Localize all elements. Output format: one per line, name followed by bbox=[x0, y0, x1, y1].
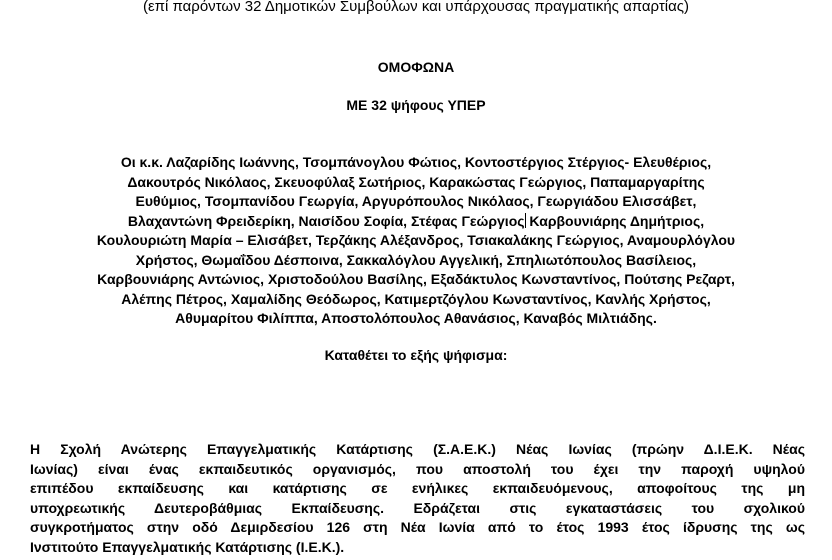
body-line: επιπέδου εκπαίδευσης και κατάρτισης σε ενήλικες εκπαιδευόμενους, αποφοίτους της μη bbox=[30, 480, 805, 496]
names-line: Δακουτρός Νικόλαος, Σκευοφύλαξ Σωτήριος, Καρακώστας Γεώργιος, Παπαμαργαρίτης bbox=[127, 173, 705, 190]
names-line: Ευθύμιος, Τσομπανίδου Γεωργία, Αργυρόπουλος Νικόλαος, Γεωργιάδου Ελισσάβετ, bbox=[135, 193, 697, 209]
body-line: συγκροτήματος στην οδό Δεμιρδεσίου 126 στη Νέα Ιωνία από το έτος 1993 έτος ίδρυσης της ως bbox=[30, 519, 805, 535]
names-line-with-cursor bbox=[10, 212, 822, 232]
names-line: Καρβουνιάρης Αντώνιος, Χριστοδούλου Βασίλης, Εξαδάκτυλος Κωνσταντίνος, Πούτσης Ρεζαρτ, bbox=[97, 271, 735, 287]
decision-heading: ΟΜΟΦΩΝΑ bbox=[377, 59, 455, 75]
resolution-intro: Καταθέτει το εξής ψήφισμα: bbox=[324, 347, 508, 363]
names-line: Αλέπης Πέτρος, Χαμαλίδης Θεόδωρος, Κατιμερτζόγλου Κωνσταντίνος, Κανλής Χρήστος, bbox=[121, 290, 711, 307]
names-line: Αθυμαρίτου Φιλίππα, Αποστολόπουλος Αθανάσιος, Καναβός Μιλτιάδης. bbox=[175, 310, 657, 326]
body-line: Η Σχολή Ανώτερης Επαγγελματικής Κατάρτισης (Σ.Α.Ε.Κ.) Νέας Ιωνίας (πρώην Δ.Ι.Ε.Κ. Νέας bbox=[30, 441, 805, 457]
resolution-body-paragraph bbox=[30, 440, 805, 557]
votes-heading: ΜΕ 32 ψήφους ΥΠΕΡ bbox=[346, 97, 486, 113]
body-line: υποχρεωτικής Δευτεροβάθμιας Εκπαίδευσης. Εδράζεται στις εγκαταστάσεις του σχολικού bbox=[30, 499, 805, 516]
body-line: Ιωνίας) είναι ένας εκπαιδευτικός οργανισμός, που αποστολή του έχει την παροχή υψηλού bbox=[30, 460, 805, 477]
names-line-part: Βλαχαντώνη Φρειδερίκη, Ναισίδου Σοφία, Στέφας Γεώργιος bbox=[127, 212, 525, 229]
attendance-note: (επί παρόντων 32 Δημοτικών Συμβούλων και υπάρχουσας πραγματικής απαρτίας) bbox=[142, 0, 690, 15]
body-line: Ινστιτούτο Επαγγελματικής Κατάρτισης (Ι.Ε.Κ.). bbox=[30, 538, 345, 555]
names-line: Οι κ.κ. Λαζαρίδης Ιωάννης, Τσομπάνογλου Φώτιος, Κοντοστέργιος Στέργιος- Ελευθέριος, bbox=[120, 154, 712, 170]
names-line-part: Καρβουνιάρης Δημήτριος, bbox=[525, 212, 705, 229]
names-line: Κουλουριώτη Μαρία – Ελισάβετ, Τερζάκης Αλέξανδρος, Τσιακαλάκης Γεώργιος, Αναμουρλόγλου bbox=[96, 232, 736, 248]
council-members-list bbox=[10, 153, 822, 329]
names-line: Χρήστος, Θωμαΐδου Δέσποινα, Σακκαλόγλου Αγγελική, Σπηλιωτόπουλος Βασίλειος, bbox=[135, 251, 697, 268]
